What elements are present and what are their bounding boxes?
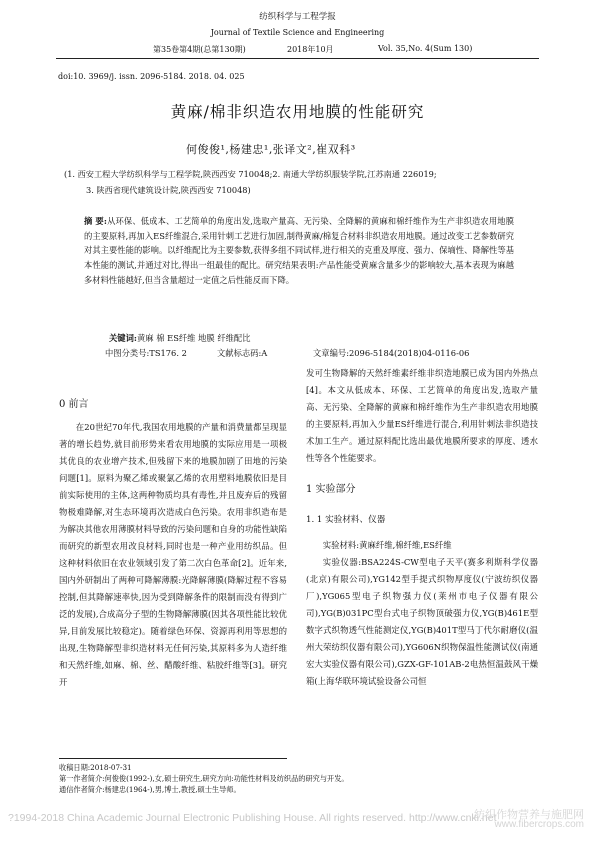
keywords-text: 黄麻 棉 ES纤维 地膜 纤维配比 [136, 333, 251, 343]
header-rule [56, 58, 539, 59]
page-footer [8, 806, 588, 832]
watermark-url: www.fibercrops.com [494, 819, 584, 830]
journal-name-cn: 纺织科学与工程学报 [259, 12, 336, 22]
left-column [59, 396, 287, 691]
affiliation-line-1: (1. 西安工程大学纺织科学与工程学院,陕西西安 710048;2. 南通大学纺织服装学院,江苏南通 226019; [64, 169, 437, 179]
journal-name-en: Journal of Textile Science and Engineering [210, 28, 385, 37]
issue-date: 2018年10月 [287, 45, 334, 54]
document-code: 文献标志码:A [217, 348, 268, 358]
materials-paragraph: 实验材料:黄麻纤维,棉纤维,ES纤维 [322, 540, 452, 550]
footnote-rule [59, 758, 287, 759]
received-date: 收稿日期:2018-07-31 [59, 763, 132, 772]
article-title: 黄麻/棉非织造农用地膜的性能研究 [170, 103, 425, 121]
first-author-note: 第一作者简介:何俊俊(1992-),女,硕士研究生,研究方向:功能性材料及纺织品的研究与开发。 [59, 774, 349, 783]
issue-en: Vol. 35,No. 4(Sum 130) [378, 44, 473, 53]
abstract-label: 摘 要: [84, 216, 107, 226]
section-heading-experiment: 1 实验部分 [306, 484, 356, 495]
doi: doi:10. 3969/j. issn. 2096-5184. 2018. 04. 025 [58, 72, 245, 81]
affiliation-line-2: 3. 陕西省现代建筑设计院,陕西西安 710048) [86, 185, 251, 195]
watermark-cn: 纺织作物营养与施肥网 [474, 809, 584, 821]
keywords [109, 332, 251, 344]
clc-number: 中图分类号:TS176. 2 [105, 348, 187, 358]
abstract-text: 从环保、低成本、工艺简单的角度出发,选取产量高、无污染、全降解的黄麻和棉纤维作为生产非织造农用地膜的主要原料,再加入ES纤维混合,采用针刺工艺进行加固,制得黄麻/棉复合材料非织造农用地膜。通过改变工艺参数研究对其主要性能的影响。以纤维配比为主要参数,获得多组不同试样,进行相关的克重及厚度、强力、保墒性、降解性等基本性能的测试,并通过对比,得出一组最佳的配比。研究结果表明:产品性能受黄麻含量多少的影响较大,基本表现为麻越多材料性能越好,但当含量超过一定值之后性能反而下降。 [84, 216, 514, 285]
section-heading-intro: 0 前言 [59, 399, 89, 410]
intro-paragraph-1: 在20世纪70年代,我国农用地膜的产量和消费量都呈现显著的增长趋势,就目前形势来看农用地膜的实际应用是一项极其优良的农业增产技术,但残留下来的地膜加剧了田地的污染问题[1]。原料为聚乙烯或聚氯乙烯的农用塑料地膜依旧是目前实际使用的主体,这两种物质均具有毒性,并且废弃后的残留物极难降解,对生态环境再次造成白色污染。农用非织造布是为解决其他农用薄膜材料导致的污染问题和自身的功能性缺陷而研究的新型农用改良材料,同时也是一种产业用纺织品。但这种材料依旧在农业领域引发了第二次白色革命[2]。近年来,国内外研制出了两种可降解薄膜:光降解薄膜(降解过程不容易控制,但其降解速率快,因为受到降解条件的限制而没有得到广泛的发展),合成高分子型的生物降解薄膜(因其各项性能比较优异,目前发展比较稳定)。随着绿色环保、资源再利用等思想的出现,生物降解型非织造材料无任何污染,其原料多为人造纤维和天然纤维,如麻、棉、丝、醋酸纤维、粘胶纤维等[3]。研究开 [59, 422, 287, 687]
right-column [306, 365, 538, 690]
corresponding-author-note: 通信作者简介:杨建忠(1964-),男,博士,教授,硕士生导师。 [59, 785, 241, 794]
copyright-notice: ?1994-2018 China Academic Journal Electronic Publishing House. All rights reserved. http://www.cnki.net [8, 812, 497, 824]
authors: 何俊俊¹,杨建忠¹,张译文²,崔双科³ [186, 143, 356, 156]
issue-cn: 第35卷第4期(总第130期) [153, 45, 246, 54]
instruments-paragraph: 实验仪器:BSA224S-CW型电子天平(赛多利斯科学仪器(北京)有限公司),YG142型手提式织物厚度仪(宁波纺织仪器厂),YG065型电子织物强力仪(莱州市电子仪器有限公司),YG(B)031PC型台式电子织物顶破强力仪,YG(B)461E型数字式织物透气性能测定仪,YG(B)401T型马丁代尔耐磨仪(温州大荣纺织仪器有限公司),YG606N织物保温性能测试仪(南通宏大实验仪器有限公司),GZX-GF-101AB-2电热恒温鼓风干燥箱(上海华联环境试验设备公司恒 [306, 557, 538, 686]
article-number: 文章编号:2096-5184(2018)04-0116-06 [313, 348, 470, 358]
cnki-link[interactable]: http://www.cnki.net [408, 812, 497, 824]
abstract [84, 214, 514, 288]
footnotes [59, 762, 539, 795]
subsection-heading-materials: 1. 1 实验材料、仪器 [306, 515, 386, 525]
intro-paragraph-2: 发可生物降解的天然纤维素纤维非织造地膜已成为国内外热点[4]。本文从低成本、环保、工艺简单的角度出发,选取产量高、无污染、全降解的黄麻和棉纤维作为生产非织造农用地膜的主要原料,再加入少量ES纤维进行混合,利用针刺法非织造技术加工生产。通过原料配比选出最优地膜所要求的厚度、透水性等各个性能要求。 [306, 368, 538, 463]
keywords-label: 关键词: [109, 333, 137, 343]
